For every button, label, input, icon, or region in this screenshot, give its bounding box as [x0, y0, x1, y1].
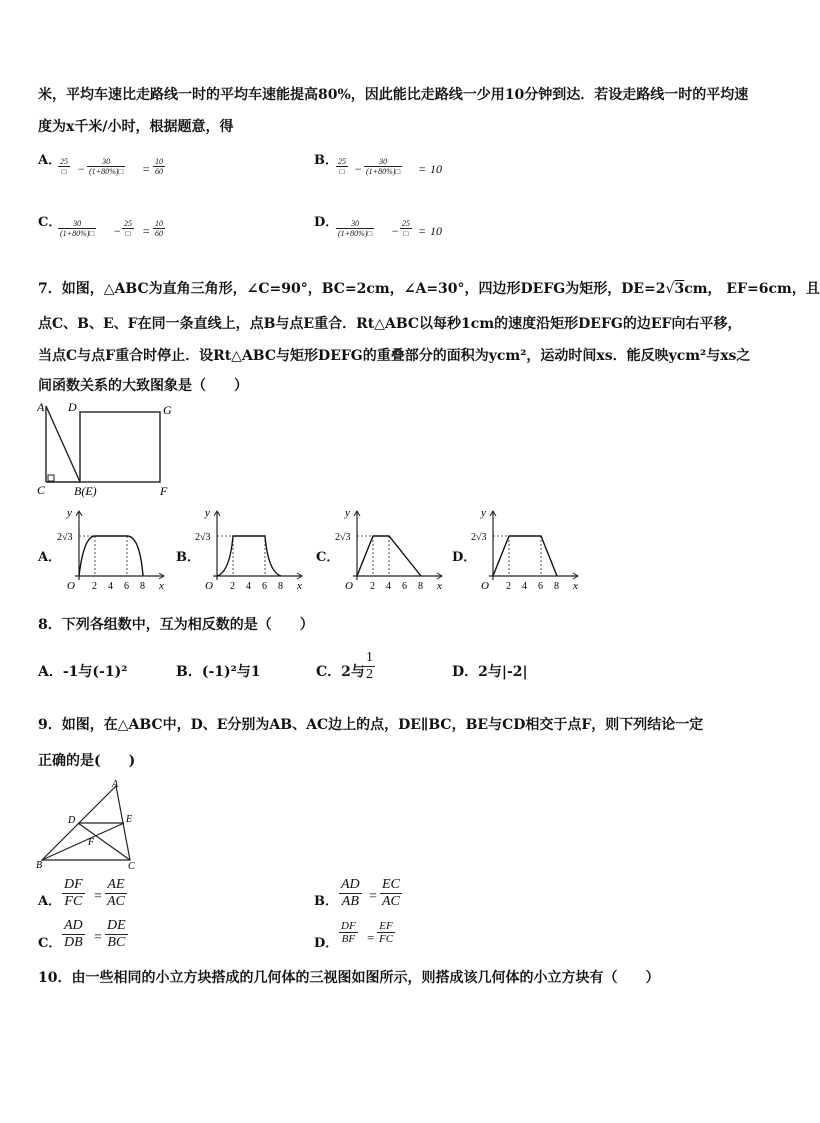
x-tick-label: 4 — [246, 581, 251, 592]
label-A: A — [37, 400, 45, 414]
q6-line2: 度为x千米/小时，根据题意，得 — [38, 119, 234, 135]
origin-label: O — [67, 580, 75, 592]
x-tick-label: 6 — [124, 581, 129, 592]
q9-line2: 正确的是( ) — [38, 753, 136, 769]
q8-option-b: B．(-1)²与1 — [176, 664, 261, 680]
x-tick-label: 6 — [402, 581, 407, 592]
q9-figure — [34, 776, 144, 872]
origin-label: O — [481, 580, 489, 592]
q9-option-d-label: D． — [314, 936, 339, 951]
y-axis-label: y — [345, 507, 350, 519]
x-tick-label: 4 — [522, 581, 527, 592]
x-tick-label: 8 — [140, 581, 145, 592]
q9-option-b-label: B． — [314, 894, 338, 909]
label-C: C — [37, 483, 46, 497]
q6-option-d-label: D． — [314, 215, 339, 230]
x-tick-label: 8 — [278, 581, 283, 592]
q7-graph-b — [195, 506, 307, 594]
q7-option-c-label: C． — [316, 550, 340, 565]
y-tick-label: 2√3 — [335, 532, 351, 543]
x-axis-label: x — [573, 580, 578, 592]
function-curve — [493, 536, 557, 576]
q8-option-d: D．2与|-2| — [452, 664, 528, 680]
q8-option-a: A．-1与(-1)² — [38, 664, 128, 680]
q8-stem: 8．下列各组数中，互为相反数的是（ ） — [38, 617, 314, 633]
label-D: D — [68, 815, 76, 826]
x-axis-label: x — [297, 580, 302, 592]
q10-stem: 10．由一些相同的小立方块搭成的几何体的三视图如图所示，则搭成该几何体的小立方块有（ ） — [38, 970, 660, 986]
q7-line2: 点C、B、E、F在同一条直线上，点B与点E重合．Rt△ABC以每秒1cm的速度沿矩形DEFG的边EF向右平移， — [38, 316, 742, 332]
x-tick-label: 2 — [92, 581, 97, 592]
x-tick-label: 8 — [554, 581, 559, 592]
x-tick-label: 4 — [108, 581, 113, 592]
q9-option-c-label: C． — [38, 936, 62, 951]
x-tick-label: 4 — [386, 581, 391, 592]
label-C: C — [128, 861, 135, 872]
q9-option-a-label: A． — [38, 894, 62, 909]
q7-graph-a — [57, 506, 169, 594]
q6-option-b-label: B． — [314, 153, 338, 168]
y-axis-label: y — [205, 507, 210, 519]
label-F: F — [88, 837, 95, 848]
label-BE: B(E) — [74, 484, 97, 498]
q7-option-d-label: D． — [452, 550, 477, 565]
q7-line4: 间函数关系的大致图象是（ ） — [38, 378, 248, 394]
label-B: B — [36, 860, 43, 871]
y-axis-label: y — [67, 507, 72, 519]
label-D: D — [68, 400, 77, 414]
x-tick-label: 2 — [370, 581, 375, 592]
label-G: G — [163, 403, 172, 417]
q7-line3: 当点C与点F重合时停止．设Rt△ABC与矩形DEFG的重叠部分的面积为ycm²，运动时间xs．能反映ycm²与xs之 — [38, 348, 751, 364]
q8-option-c-fraction: 1 2 — [366, 650, 373, 682]
q6-option-c-label: C． — [38, 215, 62, 230]
x-tick-label: 8 — [418, 581, 423, 592]
q6-option-a-label: A． — [38, 153, 62, 168]
q7-graph-d — [471, 506, 583, 594]
x-tick-label: 2 — [230, 581, 235, 592]
label-F: F — [160, 484, 168, 498]
y-tick-label: 2√3 — [57, 532, 73, 543]
label-A: A — [112, 779, 119, 790]
x-tick-label: 6 — [262, 581, 267, 592]
q7-line1: 7．如图，△ABC为直角三角形，∠C=90°，BC=2cm，∠A=30°，四边形DEFG为矩形，DE=2√3cm， EF=6cm，且 — [38, 281, 820, 297]
x-axis-label: x — [437, 580, 442, 592]
label-E: E — [126, 814, 133, 825]
q7-option-b-label: B． — [176, 550, 200, 565]
q7-figure — [34, 396, 184, 500]
x-tick-label: 2 — [506, 581, 511, 592]
origin-label: O — [345, 580, 353, 592]
q9-line1: 9．如图，在△ABC中，D、E分别为AB、AC边上的点，DE∥BC，BE与CD相交于点F，则下列结论一定 — [38, 717, 704, 733]
q8-option-c: C．2与 — [316, 664, 365, 680]
q7-option-a-label: A． — [38, 550, 62, 565]
y-axis-label: y — [481, 507, 486, 519]
y-tick-label: 2√3 — [195, 532, 211, 543]
function-curve — [79, 536, 143, 576]
function-curve — [217, 536, 281, 576]
q7-graph-c — [335, 506, 447, 594]
x-axis-label: x — [159, 580, 164, 592]
x-tick-label: 6 — [538, 581, 543, 592]
origin-label: O — [205, 580, 213, 592]
y-tick-label: 2√3 — [471, 532, 487, 543]
q6-line1: 米，平均车速比走路线一时的平均车速能提高80%，因此能比走路线一少用10分钟到达．若设走路线一时的平均速 — [38, 87, 749, 103]
